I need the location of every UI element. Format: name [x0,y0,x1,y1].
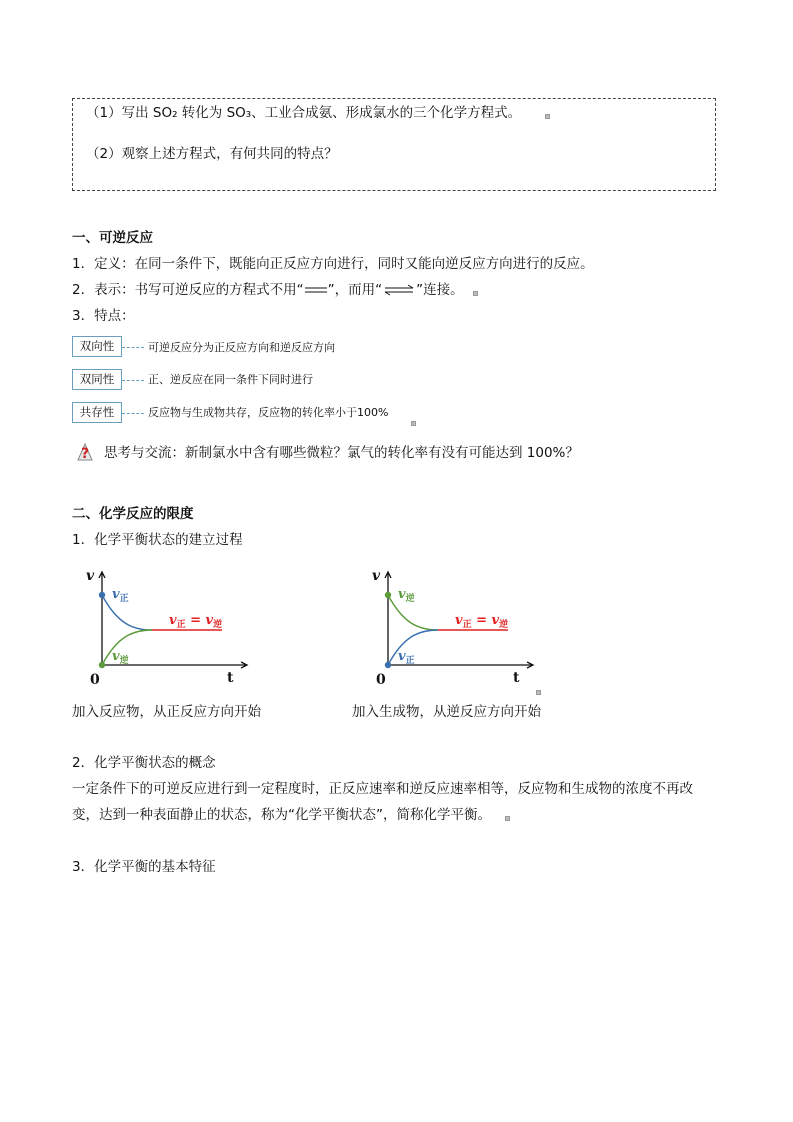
series-label: $v_逆$ [398,587,415,604]
equilibrium-chart-forward [72,560,262,690]
question-2: （2）观察上述方程式，有何共同的特点？ [86,146,338,162]
concept-line: 一定条件下的可逆反应进行到一定程度时，正反应速率和逆反应速率相等，反应物和生成物的浓度不再改 [72,781,693,797]
connector-line [122,347,144,348]
origin-label: 0 [376,672,386,688]
series-start-point [99,662,105,668]
feature-label: 共存性 [72,402,122,423]
section1-heading: 一、可逆反应 [72,230,153,246]
anchor-mark [545,114,550,119]
x-axis-label: t [513,670,520,686]
feature-desc: 反应物与生成物共存，反应物的转化率小于100% [148,406,389,419]
features-heading-2: 3．化学平衡的基本特征 [72,859,216,875]
x-axis-label: t [227,670,234,686]
question-mark-icon [74,441,96,463]
equilibrium-label: $v_正 = v_逆$ [169,613,223,630]
y-axis-label: v [86,568,95,584]
think-discuss: 思考与交流：新制氯水中含有哪些微粒？氯气的转化率有没有可能达到 100%？ [104,445,579,461]
notation-line [72,281,464,299]
section2-heading: 二、化学反应的限度 [72,506,194,522]
feature-desc: 正、逆反应在同一条件下同时进行 [148,373,313,386]
anchor-mark [411,421,416,426]
notation-text-3: ”连接。 [416,282,464,298]
anchor-mark [536,690,541,695]
definition-line: 1．定义：在同一条件下，既能向正反应方向进行，同时又能向逆反应方向进行的反应。 [72,256,594,272]
feature-label: 双向性 [72,336,122,357]
series-start-point [385,592,391,598]
feature-desc: 可逆反应分为正反应方向和逆反应方向 [148,341,335,354]
origin-label: 0 [90,672,100,688]
anchor-mark [473,291,478,296]
chart-caption: 加入生成物，从逆反应方向开始 [352,704,541,720]
connector-line [122,380,144,381]
establish-heading: 1．化学平衡状态的建立过程 [72,532,243,548]
equals-sign-icon [304,285,328,295]
equilibrium-label: $v_正 = v_逆$ [455,613,509,630]
connector-line [122,413,144,414]
series-start-point [385,662,391,668]
series-label: $v_正$ [398,649,415,666]
svg-text:?: ? [80,446,90,462]
reversible-arrow-icon [382,284,416,296]
chart-caption: 加入反应物，从正反应方向开始 [72,704,261,720]
features-heading: 3．特点： [72,308,135,324]
question-1: （1）写出 SO₂ 转化为 SO₃、工业合成氨、形成氯水的三个化学方程式。 [86,105,522,121]
feature-label: 双同性 [72,369,122,390]
concept-line: 变，达到一种表面静止的状态，称为“化学平衡状态”，简称化学平衡。 [72,807,491,823]
concept-heading: 2．化学平衡状态的概念 [72,755,216,771]
notation-text-1: 2．表示：书写可逆反应的方程式不用“ [72,282,304,298]
notation-text-2: ”，而用“ [327,282,383,298]
series-label: $v_逆$ [112,649,129,666]
anchor-mark [505,816,510,821]
y-axis-label: v [372,568,381,584]
series-label: $v_正$ [112,587,129,604]
series-start-point [99,592,105,598]
equilibrium-chart-reverse [358,560,548,690]
